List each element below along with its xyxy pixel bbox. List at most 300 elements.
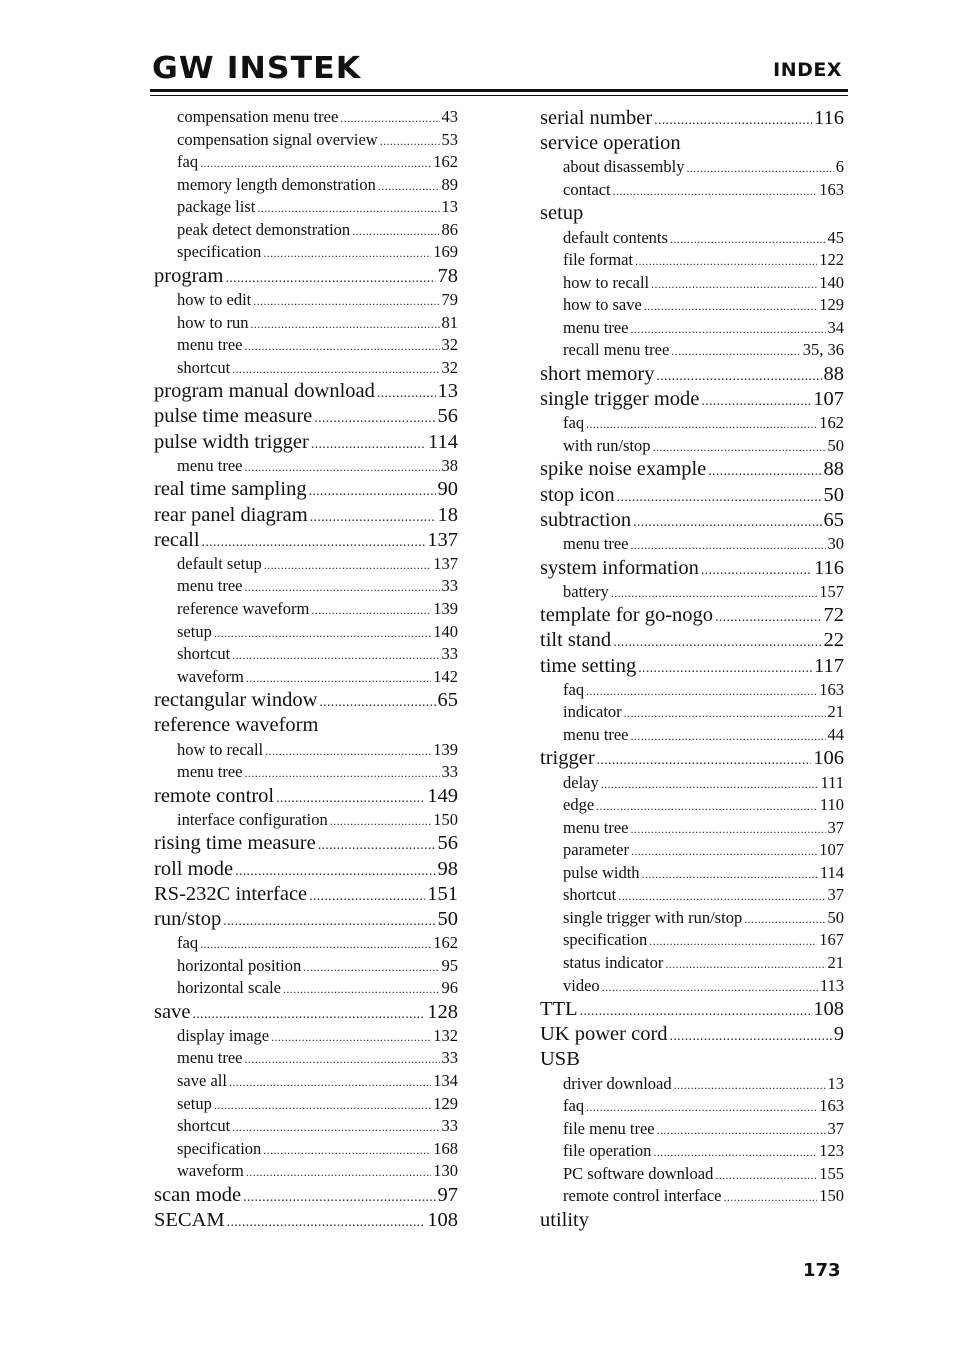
index-entry [540, 106, 844, 131]
index-page-ref: 123 [819, 1141, 844, 1161]
index-term: video [563, 975, 600, 995]
dot-leader [378, 175, 440, 198]
dot-leader [311, 432, 426, 457]
dot-leader [580, 999, 812, 1024]
index-subentry [154, 1138, 458, 1161]
dot-leader [670, 1024, 832, 1049]
dot-leader [283, 978, 440, 1001]
dot-leader [651, 273, 817, 296]
index-subentry [154, 1115, 458, 1138]
index-term: scan mode [154, 1183, 242, 1206]
index-page-ref: 13 [441, 197, 458, 217]
index-term: pulse width [563, 862, 640, 882]
index-entry [540, 201, 844, 226]
index-page-ref: 88 [823, 458, 844, 481]
index-page-ref: 18 [437, 503, 458, 526]
index-page-ref: 13 [437, 380, 458, 403]
index-page-ref: 132 [433, 1025, 458, 1045]
index-page-ref: 50 [823, 483, 844, 506]
index-subentry [154, 106, 458, 129]
index-page-ref: 169 [433, 242, 458, 262]
dot-leader [330, 810, 432, 833]
index-term: rectangular window [154, 689, 318, 712]
dot-leader [631, 534, 826, 557]
index-entry [154, 784, 458, 809]
index-subentry [540, 1185, 844, 1208]
index-term: setup [177, 1093, 212, 1113]
index-term: interface configuration [177, 809, 328, 829]
index-term: status indicator [563, 953, 664, 973]
dot-leader [200, 152, 431, 175]
index-page-ref: 137 [427, 528, 458, 551]
index-subentry [540, 227, 844, 250]
dot-leader [631, 725, 826, 748]
dot-leader [232, 1116, 439, 1139]
index-term: menu tree [563, 317, 629, 337]
dot-leader [724, 1186, 818, 1209]
index-subentry [540, 435, 844, 458]
page-number: 173 [803, 1260, 841, 1281]
index-page-ref: 149 [427, 784, 458, 807]
index-term: edge [563, 795, 595, 815]
dot-leader [596, 795, 818, 818]
index-term: compensation menu tree [177, 107, 339, 126]
dot-leader [644, 295, 817, 318]
dot-leader [715, 1164, 817, 1187]
index-term: menu tree [177, 1048, 243, 1068]
dot-leader [303, 956, 439, 979]
index-term: SECAM [154, 1208, 225, 1231]
index-subentry [154, 761, 458, 784]
index-term: how to save [563, 295, 642, 315]
index-page-ref: 163 [819, 1096, 844, 1116]
dot-leader [352, 220, 439, 243]
dot-leader [223, 909, 435, 934]
index-page-ref: 108 [813, 998, 844, 1021]
index-entry [540, 131, 844, 156]
dot-leader [708, 459, 821, 484]
index-page-ref: 157 [819, 581, 844, 601]
index-term: run/stop [154, 907, 222, 930]
index-page-ref: 50 [437, 907, 458, 930]
index-page-ref: 90 [437, 478, 458, 501]
index-subentry [154, 1025, 458, 1048]
dot-leader [653, 436, 826, 459]
index-entry [540, 556, 844, 581]
index-page-ref: 22 [823, 629, 844, 652]
index-page-ref: 106 [813, 747, 844, 770]
dot-leader [602, 976, 818, 999]
index-page-ref: 37 [827, 885, 844, 905]
index-subentry [540, 952, 844, 975]
index-term: menu tree [177, 576, 243, 596]
index-term: peak detect demonstration [177, 219, 351, 239]
index-term: rising time measure [154, 832, 316, 855]
dot-leader [245, 456, 440, 479]
dot-leader [613, 630, 821, 655]
dot-leader [701, 389, 811, 414]
dot-leader [624, 702, 826, 725]
dot-leader [202, 530, 426, 555]
index-page-ref: 114 [428, 430, 458, 453]
index-term: shortcut [563, 885, 617, 905]
index-page-ref: 116 [814, 107, 844, 129]
dot-leader [246, 1161, 431, 1184]
index-term: menu tree [563, 533, 629, 553]
dot-leader [253, 290, 439, 313]
index-entry [154, 713, 458, 738]
index-term: shortcut [177, 357, 231, 377]
dot-leader [744, 908, 825, 931]
index-subentry [154, 312, 458, 335]
index-term: file format [563, 250, 634, 270]
dot-leader [656, 364, 821, 389]
index-page-ref: 53 [441, 129, 458, 149]
index-subentry [154, 955, 458, 978]
index-subentry [540, 794, 844, 817]
index-term: specification [177, 1138, 262, 1158]
dot-leader [601, 773, 819, 796]
section-title: INDEX [773, 59, 842, 81]
dot-leader [586, 1096, 817, 1119]
index-entry [540, 1208, 844, 1233]
dot-leader [671, 340, 800, 363]
dot-leader [377, 381, 436, 406]
dot-leader [701, 558, 812, 583]
index-subentry [154, 129, 458, 152]
dot-leader [264, 554, 431, 577]
index-page-ref: 50 [827, 907, 844, 927]
header-rule-thick [150, 89, 848, 92]
dot-leader [617, 485, 822, 510]
dot-leader [200, 933, 431, 956]
index-subentry [540, 975, 844, 998]
index-term: file menu tree [563, 1118, 655, 1138]
index-page-ref: 32 [441, 335, 458, 355]
dot-leader [232, 358, 439, 381]
index-term: faq [563, 1096, 585, 1116]
dot-leader [227, 1210, 426, 1235]
index-page-ref: 134 [433, 1071, 458, 1091]
index-page-ref: 33 [441, 1116, 458, 1136]
index-page-ref: 108 [427, 1208, 458, 1231]
index-term: contact [563, 179, 611, 199]
index-subentry [540, 317, 844, 340]
dot-leader [638, 656, 812, 681]
index-term: specification [563, 930, 648, 950]
index-term: memory length demonstration [177, 174, 376, 194]
index-entry [154, 430, 458, 455]
index-term: shortcut [177, 1116, 231, 1136]
index-term: subtraction [540, 508, 632, 531]
index-page-ref: 113 [819, 975, 844, 995]
index-page-ref: 95 [441, 955, 458, 975]
index-page-ref: 21 [827, 702, 844, 722]
index-term: utility [540, 1208, 589, 1231]
index-page-ref: 107 [819, 840, 844, 860]
index-page-ref: 65 [823, 508, 844, 531]
index-page-ref: 34 [827, 317, 844, 337]
index-entry [540, 362, 844, 387]
index-entry [540, 483, 844, 508]
index-entry [154, 503, 458, 528]
index-term: roll mode [154, 857, 234, 880]
index-subentry [540, 701, 844, 724]
index-term: USB [540, 1048, 580, 1071]
dot-leader [225, 266, 435, 291]
index-term: indicator [563, 702, 622, 722]
index-term: with run/stop [563, 435, 651, 455]
index-term: faq [563, 413, 585, 433]
index-page-ref: 129 [433, 1093, 458, 1113]
index-column-left [154, 106, 458, 1233]
index-term: how to run [177, 312, 249, 332]
index-term: specification [177, 242, 262, 262]
index-subentry [540, 272, 844, 295]
index-subentry [154, 1047, 458, 1070]
dot-leader [251, 313, 440, 336]
index-subentry [154, 334, 458, 357]
index-term: menu tree [177, 335, 243, 355]
index-subentry [154, 598, 458, 621]
index-page-ref: 129 [819, 295, 844, 315]
index-page-ref: 162 [819, 413, 844, 433]
dot-leader [631, 818, 826, 841]
index-page-ref: 38 [441, 455, 458, 475]
index-term: remote control [154, 784, 275, 807]
index-term: pulse time measure [154, 405, 313, 428]
index-page-ref: 33 [441, 1048, 458, 1068]
index-page-ref: 89 [441, 174, 458, 194]
dot-leader [618, 885, 825, 908]
index-term: time setting [540, 654, 637, 677]
index-page-ref: 162 [433, 933, 458, 953]
index-page-ref: 168 [433, 1138, 458, 1158]
index-page-ref: 88 [823, 362, 844, 385]
index-page-ref: 43 [441, 107, 458, 126]
index-page-ref: 122 [819, 250, 844, 270]
index-entry [154, 882, 458, 907]
index-subentry [540, 1118, 844, 1141]
index-subentry [540, 179, 844, 202]
index-subentry [154, 1093, 458, 1116]
index-page-ref: 30 [827, 533, 844, 553]
index-page-ref: 37 [827, 817, 844, 837]
index-term: default contents [563, 227, 668, 247]
index-subentry [540, 339, 844, 362]
index-entry [154, 857, 458, 882]
index-page-ref: 32 [441, 357, 458, 377]
index-subentry [154, 739, 458, 762]
index-term: menu tree [177, 455, 243, 475]
index-term: menu tree [177, 762, 243, 782]
index-term: delay [563, 772, 599, 792]
index-page-ref: 140 [819, 272, 844, 292]
index-entry [154, 688, 458, 713]
index-term: service operation [540, 132, 681, 155]
index-page-ref: 150 [433, 809, 458, 829]
index-page-ref: 111 [820, 772, 844, 792]
index-subentry [154, 174, 458, 197]
dot-leader [340, 107, 439, 130]
index-term: stop icon [540, 483, 615, 506]
dot-leader [271, 1026, 431, 1049]
dot-leader [192, 1002, 425, 1027]
dot-leader [654, 108, 812, 133]
dot-leader [245, 1048, 440, 1071]
index-term: TTL [540, 998, 578, 1021]
index-term: faq [177, 933, 199, 953]
dot-leader [611, 582, 817, 605]
index-page-ref: 98 [437, 857, 458, 880]
index-subentry [154, 151, 458, 174]
index-term: faq [563, 679, 585, 699]
index-page-ref: 130 [433, 1161, 458, 1181]
dot-leader [309, 884, 425, 909]
index-entry [154, 907, 458, 932]
index-subentry [154, 1160, 458, 1183]
index-term: remote control interface [563, 1186, 722, 1206]
index-entry [540, 654, 844, 679]
index-column-right [540, 106, 844, 1233]
dot-leader [674, 1074, 826, 1097]
index-term: setup [177, 621, 212, 641]
index-page-ref: 6 [835, 157, 844, 177]
index-page-ref: 151 [427, 882, 458, 905]
index-page-ref: 21 [827, 953, 844, 973]
index-subentry [154, 455, 458, 478]
dot-leader [232, 644, 439, 667]
index-page-ref: 79 [441, 290, 458, 310]
index-term: pulse width trigger [154, 430, 309, 453]
index-term: RS-232C interface [154, 882, 308, 905]
index-entry [540, 603, 844, 628]
dot-leader [265, 740, 431, 763]
index-subentry [540, 1073, 844, 1096]
index-term: file operation [563, 1141, 652, 1161]
index-page-ref: 162 [433, 152, 458, 172]
index-term: serial number [540, 107, 653, 129]
index-term: menu tree [563, 724, 629, 744]
index-subentry [540, 533, 844, 556]
dot-leader [257, 197, 439, 220]
index-page-ref: 128 [427, 1000, 458, 1023]
index-page-ref: 50 [827, 435, 844, 455]
index-term: save all [177, 1071, 227, 1091]
index-page-ref: 9 [833, 1023, 844, 1046]
dot-leader [263, 242, 431, 265]
index-subentry [540, 679, 844, 702]
dot-leader [245, 762, 440, 785]
index-subentry [154, 241, 458, 264]
index-subentry [540, 294, 844, 317]
index-page-ref: 116 [814, 556, 844, 579]
index-term: recall menu tree [563, 340, 670, 360]
index-subentry [154, 932, 458, 955]
index-term: real time sampling [154, 478, 307, 501]
index-page-ref: 114 [819, 862, 844, 882]
index-term: program [154, 264, 224, 287]
index-page-ref: 33 [441, 762, 458, 782]
index-subentry [154, 575, 458, 598]
index-term: display image [177, 1025, 270, 1045]
index-page-ref: 33 [441, 576, 458, 596]
index-subentry [540, 249, 844, 272]
index-term: parameter [563, 840, 629, 860]
index-entry [540, 1047, 844, 1072]
index-term: compensation signal overview [177, 129, 378, 149]
index-term: waveform [177, 1161, 244, 1181]
index-page-ref: 139 [433, 598, 458, 618]
index-subentry [540, 1095, 844, 1118]
index-subentry [154, 621, 458, 644]
index-term: shortcut [177, 644, 231, 664]
index-page-ref: 163 [819, 679, 844, 699]
index-subentry [154, 289, 458, 312]
index-subentry [154, 196, 458, 219]
index-page-ref: 65 [437, 689, 458, 712]
index-entry [154, 1208, 458, 1233]
index-term: waveform [177, 666, 244, 686]
index-subentry [154, 357, 458, 380]
dot-leader [245, 576, 440, 599]
index-page-ref: 150 [819, 1186, 844, 1206]
dot-leader [586, 413, 817, 436]
index-subentry [154, 219, 458, 242]
index-term: how to recall [177, 739, 264, 759]
index-term: setup [540, 202, 584, 225]
index-subentry [540, 817, 844, 840]
dot-leader [309, 479, 436, 504]
index-entry [540, 457, 844, 482]
index-page-ref: 45 [827, 227, 844, 247]
index-subentry [154, 977, 458, 1000]
index-entry [154, 379, 458, 404]
index-subentry [540, 772, 844, 795]
index-page-ref: 72 [823, 604, 844, 627]
index-page-ref: 117 [814, 654, 844, 677]
dot-leader [314, 406, 435, 431]
index-page-ref: 97 [437, 1183, 458, 1206]
index-term: PC software download [563, 1163, 714, 1183]
index-subentry [154, 553, 458, 576]
index-term: horizontal position [177, 955, 302, 975]
index-term: default setup [177, 553, 262, 573]
index-term: recall [154, 528, 200, 551]
index-term: battery [563, 581, 609, 601]
index-subentry [540, 1140, 844, 1163]
index-term: how to recall [563, 272, 650, 292]
index-subentry [540, 907, 844, 930]
dot-leader [586, 680, 817, 703]
index-term: save [154, 1000, 191, 1023]
dot-leader [229, 1071, 431, 1094]
index-entry [540, 387, 844, 412]
index-entry [154, 264, 458, 289]
dot-leader [310, 505, 436, 530]
index-page-ref: 13 [827, 1073, 844, 1093]
dot-leader [318, 833, 436, 858]
index-subentry [154, 666, 458, 689]
dot-leader [311, 599, 431, 622]
index-subentry [540, 412, 844, 435]
dot-leader [235, 859, 435, 884]
index-entry [540, 997, 844, 1022]
index-term: reference waveform [177, 598, 310, 618]
index-term: UK power cord [540, 1023, 668, 1046]
index-entry [540, 746, 844, 771]
dot-leader [633, 510, 821, 535]
